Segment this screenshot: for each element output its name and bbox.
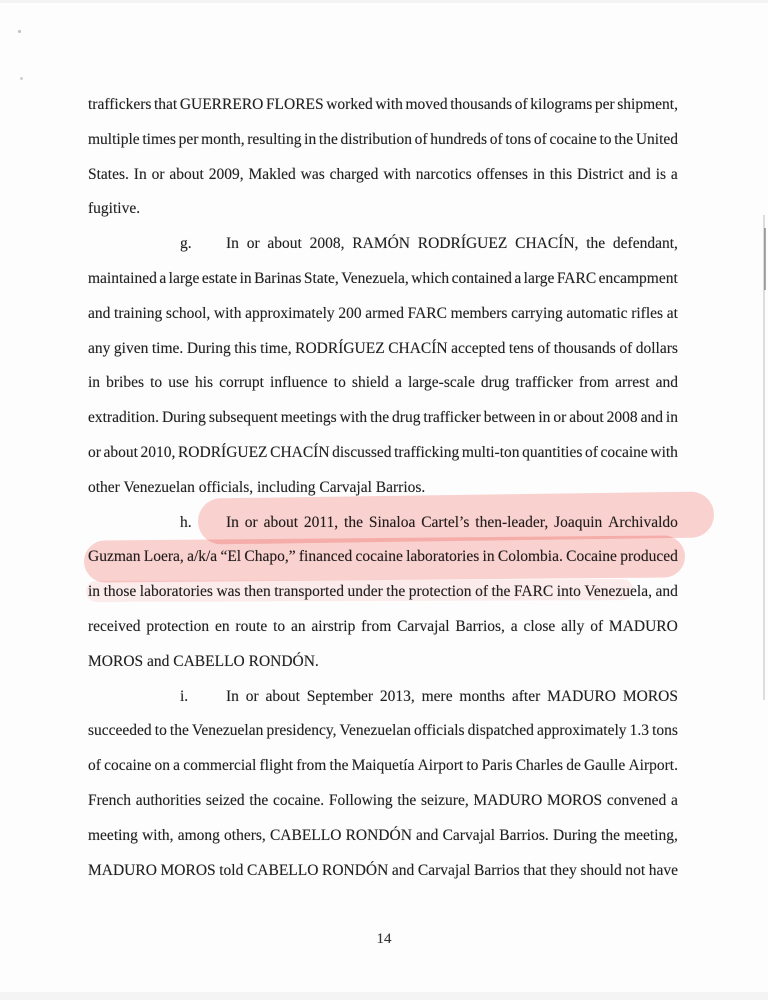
line-text: MADURO MOROS told CABELLO RONDÓN and Carvajal Barrios that they should not have: [88, 861, 678, 879]
document-line: [88, 192, 678, 227]
line-text: any given time. During this time, RODRÍGUEZ CHACÍN accepted tens of thousands of dollars: [88, 339, 678, 357]
line-text: fugitive.: [88, 200, 141, 218]
line-text: MOROS and CABELLO RONDÓN.: [88, 652, 319, 670]
line-text: multiple times per month, resulting in the distribution of hundreds of tons of cocaine to the United: [88, 130, 678, 148]
line-text: In or about September 2013, mere months after MADURO MOROS: [226, 687, 678, 705]
line-text: maintained a large estate in Barinas State, Venezuela, which contained a large FARC encampment: [88, 269, 678, 287]
page-number: 14: [376, 931, 392, 947]
paragraph-label: g.: [180, 235, 192, 253]
document-line: [88, 854, 678, 889]
document-line: [88, 227, 678, 262]
line-text: and training school, with approximately 200 armed FARC members carrying automatic rifles at: [88, 304, 678, 322]
line-text: States. In or about 2009, Makled was charged with narcotics offenses in this District and is a: [88, 165, 678, 183]
line-text: or about 2010, RODRÍGUEZ CHACÍN discussed trafficking multi-ton quantities of cocaine with: [88, 443, 678, 461]
document-line: [88, 645, 678, 680]
paragraph-label: i.: [180, 687, 189, 705]
document-line: [88, 680, 678, 715]
document-line: [88, 819, 678, 854]
line-text: of cocaine on a commercial flight from the Maiquetía Airport to Paris Charles de Gaulle Airport.: [88, 757, 678, 775]
document-line: [88, 610, 678, 645]
line-text: in bribes to use his corrupt influence to shield a large-scale drug trafficker from arrest and: [88, 374, 678, 392]
line-text: In or about 2008, RAMÓN RODRÍGUEZ CHACÍN, the defendant,: [226, 235, 678, 253]
document-line: [88, 123, 678, 158]
paragraph-label: h.: [180, 513, 192, 531]
scan-artifact-dot: [18, 30, 21, 33]
scan-artifact-dot: [20, 77, 23, 80]
scan-edge-bottom: [0, 992, 768, 1000]
line-text: French authorities seized the cocaine. Following the seizure, MADURO MOROS convened a: [88, 791, 678, 809]
document-line: [88, 297, 678, 332]
line-text: extradition. During subsequent meetings with the drug trafficker between in or about 2008 and in: [88, 409, 678, 427]
scan-edge-top: [0, 0, 768, 3]
document-line: [88, 401, 678, 436]
line-text: in those laboratories was then transported under the protection of the FARC into Venezuela, and: [88, 583, 678, 601]
document-line: [88, 784, 678, 819]
document-line: [88, 366, 678, 401]
document-line: [88, 575, 678, 610]
document-line: [88, 332, 678, 367]
document-line: [88, 540, 678, 575]
line-text: traffickers that GUERRERO FLORES worked with moved thousands of kilograms per shipment,: [88, 96, 678, 113]
document-line: [88, 471, 678, 506]
line-text: received protection en route to an airstrip from Carvajal Barrios, a close ally of MADURO: [88, 617, 678, 635]
line-text: succeeded to the Venezuelan presidency, Venezuelan officials dispatched approximately 1.3 tons: [88, 722, 678, 740]
line-text: Guzman Loera, a/k/a “El Chapo,” financed cocaine laboratories in Colombia. Cocaine produced: [88, 548, 678, 566]
line-text: other Venezuelan officials, including Carvajal Barrios.: [88, 478, 426, 496]
document-line: [88, 506, 678, 541]
document-lines: [88, 88, 678, 888]
document-line: [88, 88, 678, 123]
document-line: [88, 714, 678, 749]
document-line: [88, 436, 678, 471]
document-line: [88, 262, 678, 297]
line-text: In or about 2011, the Sinaloa Cartel’s then-leader, Joaquin Archivaldo: [226, 513, 678, 531]
document-line: [88, 749, 678, 784]
scan-edge-line: [764, 228, 766, 290]
line-text: meeting with, among others, CABELLO RONDÓN and Carvajal Barrios. During the meeting,: [88, 826, 678, 844]
document-line: [88, 158, 678, 193]
